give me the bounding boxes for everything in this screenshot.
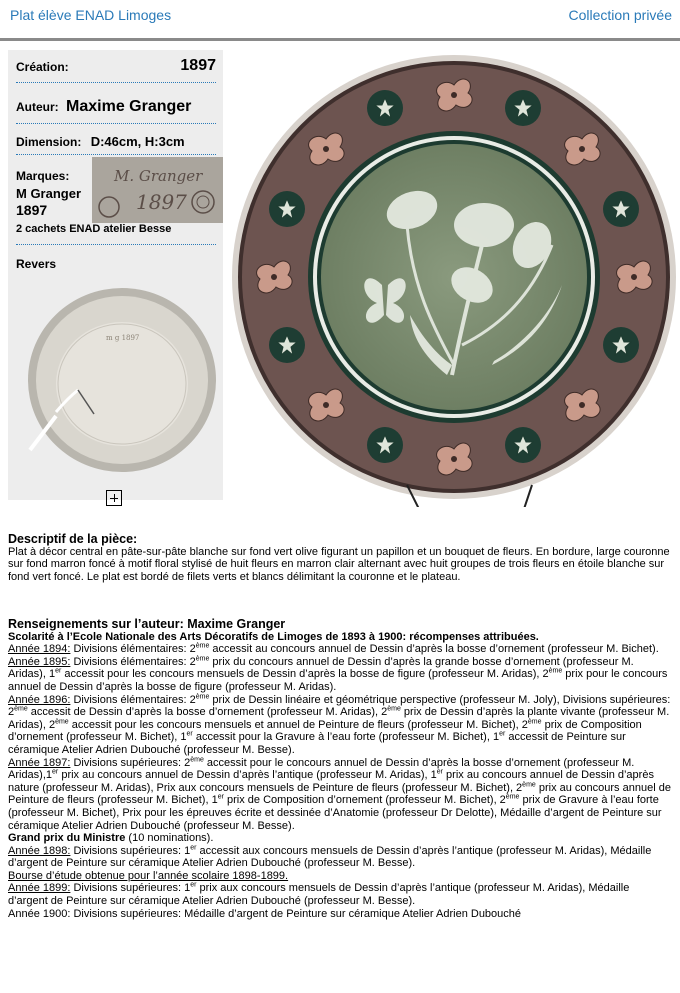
year-label: Année 1896: (8, 693, 71, 706)
year-label: Année 1894: (8, 643, 71, 656)
divider (16, 123, 216, 124)
svg-text:m g 1897: m g 1897 (106, 334, 140, 342)
expand-plus-icon[interactable] (106, 490, 122, 506)
year-text: Divisions supérieures: 2ème accessit pour le concours annuel de Dessin d’après la bosse d’ornement (professeur M. Aridas),1er prix au concours annuel de Dessin d’après l’antique (professeur M. Aridas), 1er prix au concours annuel de Dessin d’après nature (professeur M. Aridas), Prix aux concours mensuels de Peinture de fleurs (professeur M. Bichet), 2ème prix au concours annuel de Peinture de fleurs (professeur M. Bichet), 1er prix de Composition d’ornement (professeur M. Bichet), 2ème prix de Gravure à l’eau forte (professeur M. Bichet), Prix pour les épreuves écrite et dessinée d’Anatomie (professeur Dr Delotte), Médaille d’argent de Peinture sur céramique Atelier Adrien Dubouché (professeur M. Besse). (8, 755, 671, 832)
year-label: Année 1895: (8, 655, 71, 668)
year-text: Divisions élémentaires: 2ème accessit au concours annuel de Dessin d’après la bosse d’ornement (professeur M. Bichet). (73, 642, 659, 656)
info-panel (8, 50, 223, 500)
year-text: Divisions supérieures: 1er accessit aux concours mensuels de Dessin d’après l’antique (professeur M. Aridas), Médaille d’argent de Peinture sur céramique Atelier Adrien Dubouché (professeur M. Besse). (8, 844, 652, 870)
author-row (16, 98, 216, 116)
divider (16, 244, 216, 245)
dimension-label: Dimension: (16, 135, 82, 149)
creation-row (16, 57, 216, 74)
dimension-row (16, 134, 216, 149)
grand-prix-label: Grand prix du Ministre (8, 832, 126, 845)
marks-line1: M Granger (16, 186, 82, 201)
description-title: Descriptif de la pièce: (8, 532, 138, 546)
author-subtitle: Scolarité à l’Ecole Nationale des Arts Décoratifs de Limoges de 1893 à 1900: récompenses attribuées. (8, 630, 539, 643)
reverse-photo (16, 282, 221, 494)
year-1897 (8, 757, 672, 833)
top-bar (0, 0, 680, 41)
year-1896 (8, 694, 672, 757)
marks-block (16, 168, 96, 219)
year-1899 (8, 882, 672, 907)
year-label: Année 1898: (8, 844, 71, 857)
reverse-label: Revers (16, 257, 57, 271)
year-1898 (8, 845, 672, 870)
author-label: Auteur: (16, 100, 59, 114)
plate-photo (232, 45, 676, 507)
grand-prix-note: (10 nominations). (125, 832, 214, 845)
marks-photo (92, 157, 223, 223)
marks-note: 2 cachets ENAD atelier Besse (16, 223, 172, 235)
author-title: Renseignements sur l’auteur: Maxime Granger (8, 617, 286, 631)
creation-label: Création: (16, 60, 69, 74)
dimension-value: D:46cm, H:3cm (90, 134, 185, 149)
year-label: Année 1897: (8, 756, 71, 769)
marks-line2: 1897 (16, 202, 48, 218)
author-section (8, 618, 672, 920)
year-1895 (8, 656, 672, 694)
year-text: Divisions élémentaires: 2ème prix de Dessin linéaire et géométrique perspective (professeur M. Joly), Divisions supérieures: 2ème accessit de Dessin d’après la bosse d’ornement (professeur M. Aridas), 2ème prix de Dessin d’après la plante vivante (professeur M. Aridas), 2ème accessit pour les concours mensuels et annuel de Peinture de fleurs (professeur M. Bichet), 2ème prix de Composition d’ornement (professeur M. Bichet), 1er accessit pour la Gravure à l’eau forte (professeur M. Bichet), 1er accessit de Peinture sur céramique Atelier Adrien Dubouché (professeur M. Besse). (8, 692, 671, 756)
grand-prix (8, 832, 672, 845)
collection-link[interactable]: Collection privée (568, 7, 672, 23)
bourse-note: Bourse d’étude obtenue pour l’année scolaire 1898-1899. (8, 869, 289, 882)
description-text: Plat à décor central en pâte-sur-pâte blanche sur fond vert olive figurant un papillon et un bouquet de fleurs. En bordure, large couronne sur fond marron foncé à motif floral stylisé de huit fleurs en marron clair alternant avec huit groupes de trois fleurs en étoile blanche sur fond vert foncé. Le plat est bordé de filets verts et blancs délimitant la couronne et le plateau. (8, 545, 670, 583)
marks-label: Marques: (16, 169, 70, 183)
year-text: Divisions supérieures: 1er prix aux concours mensuels de Dessin d’après l’antique (professeur M. Aridas), Médaille d’argent de Peinture sur céramique Atelier Adrien Dubouché (professeur M. Besse). (8, 881, 630, 908)
marks-year: 1897 (136, 190, 187, 214)
divider (16, 154, 216, 155)
author-value: Maxime Granger (66, 98, 192, 115)
year-1900-partial: Année 1900: Divisions supérieures: Médaille d’argent de Peinture sur céramique Atelier Adrien Dubouché (8, 907, 522, 920)
year-1894 (8, 643, 672, 656)
description-section (8, 533, 672, 583)
year-text: Divisions élémentaires: 2ème prix du concours annuel de Dessin d’après la grande bosse d’ornement (professeur M. Aridas), 1er accessit pour les concours mensuels de Dessin d’après la bosse de figure (professeur M. Aridas), 2ème prix pour le concours annuel de Dessin d’après la bosse de figure (professeur M. Aridas). (8, 655, 668, 693)
year-label: Année 1899: (8, 882, 71, 895)
divider (16, 82, 216, 83)
back-link[interactable]: Plat élève ENAD Limoges (10, 7, 172, 23)
creation-value: 1897 (180, 57, 216, 74)
marks-signature: M. Granger (114, 167, 203, 185)
